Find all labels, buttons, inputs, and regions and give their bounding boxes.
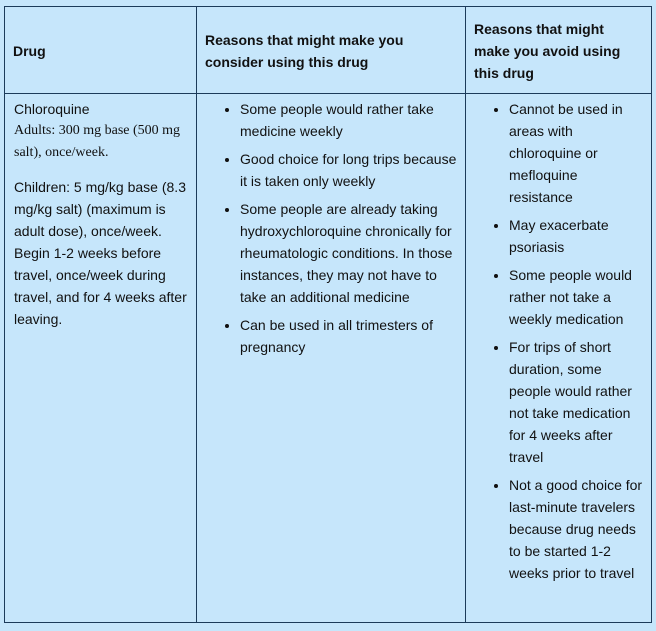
header-consider: Reasons that might make you consider using this drug — [197, 7, 466, 94]
list-item: • For trips of short duration, some people would rather not take medication for 4 weeks after travel — [509, 336, 643, 468]
drug-cell — [5, 94, 197, 623]
table-row — [5, 94, 652, 623]
list-item: • Some people would rather not take a weekly medication — [509, 264, 643, 330]
drug-name: Chloroquine — [14, 101, 90, 117]
consider-cell — [197, 94, 466, 623]
avoid-list — [475, 98, 643, 584]
header-avoid: Reasons that might make you avoid using this drug — [466, 7, 652, 94]
list-item: • Good choice for long trips because it is taken only weekly — [240, 148, 457, 192]
list-item: • May exacerbate psoriasis — [509, 214, 643, 258]
adult-dose: Adults: 300 mg base (500 mg salt), once/week. — [14, 123, 181, 160]
list-item: • Can be used in all trimesters of pregnancy — [240, 314, 457, 358]
avoid-cell — [466, 94, 652, 623]
list-item: • Some people would rather take medicine weekly — [240, 98, 457, 142]
list-item: • Some people are already taking hydroxychloroquine chronically for rheumatologic conditions. In those instances, they may not have to take an additional medicine — [240, 198, 457, 308]
list-item: • Cannot be used in areas with chloroquine or mefloquine resistance — [509, 98, 643, 208]
header-row — [5, 7, 652, 94]
consider-list — [206, 98, 457, 358]
list-item: • Not a good choice for last-minute travelers because drug needs to be started 1-2 weeks prior to travel — [509, 474, 643, 584]
header-drug: Drug — [5, 7, 197, 94]
drug-comparison-table — [4, 6, 652, 623]
child-dose: Children: 5 mg/kg base (8.3 mg/kg salt) (maximum is adult dose), once/week. Begin 1-2 weeks before travel, once/week during travel, and for 4 weeks after leaving. — [14, 179, 187, 327]
